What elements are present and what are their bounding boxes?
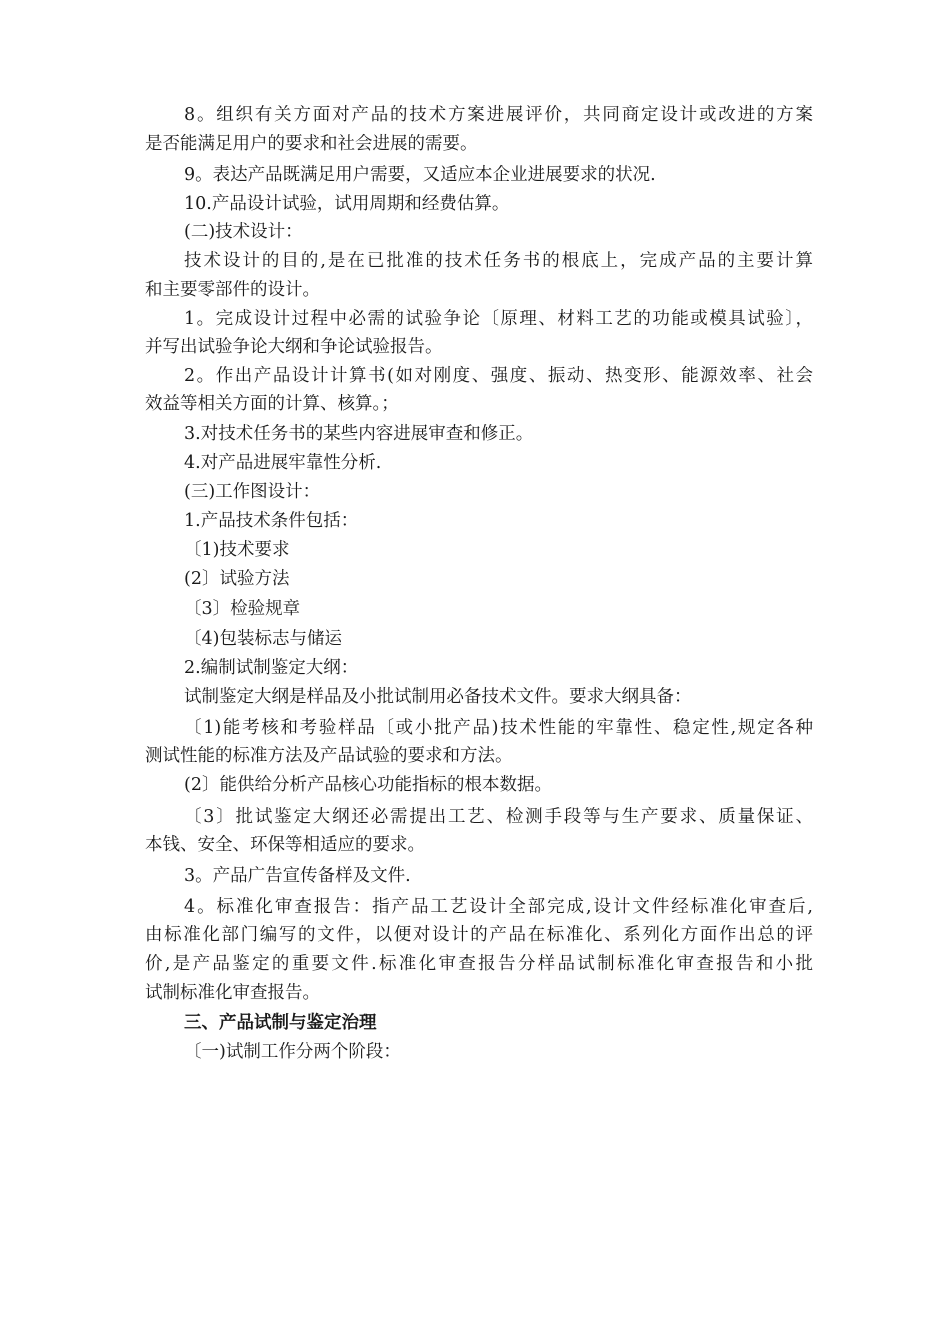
- list-item: (2〕试验方法: [184, 569, 290, 589]
- paragraph-line: 本钱、安全、环保等相适应的要求。: [145, 835, 425, 855]
- paragraph-line: 1。完成设计过程中必需的试验争论〔原理、材料工艺的功能或模具试验〕，: [184, 309, 813, 329]
- paragraph-line: 〔3〕批试鉴定大纲还必需提出工艺、检测手段等与生产要求、质量保证、: [184, 807, 813, 827]
- paragraph-line: 4.对产品进展牢靠性分析.: [184, 453, 382, 473]
- paragraph-line: 9。表达产品既满足用户需要，又适应本企业进展要求的状况.: [184, 165, 656, 185]
- paragraph-line: 8。组织有关方面对产品的技术方案进展评价，共同商定设计或改进的方案: [184, 105, 813, 125]
- list-item: 〔4)包装标志与储运: [184, 629, 342, 649]
- paragraph-line: (2〕能供给分析产品核心功能指标的根本数据。: [184, 775, 552, 795]
- paragraph-line: 和主要零部件的设计。: [145, 280, 320, 300]
- paragraph-line: 效益等相关方面的计算、核算。；: [145, 394, 399, 414]
- paragraph-line: 由标准化部门编写的文件，以便对设计的产品在标准化、系列化方面作出总的评: [145, 925, 813, 945]
- paragraph-line: 10.产品设计试验，试用周期和经费估算。: [184, 194, 510, 214]
- section-heading: 〔一)试制工作分两个阶段：: [184, 1042, 401, 1062]
- paragraph-line: 并写出试验争论大纲和争论试验报告。: [145, 337, 443, 357]
- chapter-heading: 三、产品试制与鉴定治理: [184, 1013, 377, 1033]
- section-heading: (三)工作图设计：: [184, 482, 321, 502]
- paragraph-line: 价,是产品鉴定的重要文件.标准化审查报告分样品试制标准化审查报告和小批: [145, 954, 813, 974]
- paragraph-line: 技术设计的目的,是在已批准的技术任务书的根底上，完成产品的主要计算: [184, 251, 813, 271]
- paragraph-line: 试制鉴定大纲是样品及小批试制用必备技术文件。要求大纲具备：: [184, 687, 692, 707]
- paragraph-line: 试制标准化审查报告。: [145, 983, 320, 1003]
- paragraph-line: 4。标准化审查报告：指产品工艺设计全部完成,设计文件经标准化审查后,: [184, 897, 813, 917]
- paragraph-line: 测试性能的标准方法及产品试验的要求和方法。: [145, 746, 513, 766]
- list-item: 〔3〕检验规章: [184, 599, 301, 619]
- paragraph-line: 〔1)能考核和考验样品〔或小批产品)技术性能的牢靠性、稳定性,规定各种: [184, 718, 813, 738]
- paragraph-line: 是否能满足用户的要求和社会进展的需要。: [145, 134, 478, 154]
- paragraph-line: 3。产品广告宣传备样及文件.: [184, 866, 411, 886]
- list-item: 〔1)技术要求: [184, 540, 290, 560]
- paragraph-line: 3.对技术任务书的某些内容进展审查和修正。: [184, 424, 534, 444]
- paragraph-line: 1.产品技术条件包括：: [184, 511, 359, 531]
- paragraph-line: 2。作出产品设计计算书(如对刚度、强度、振动、热变形、能源效率、社会: [184, 366, 813, 386]
- paragraph-line: 2.编制试制鉴定大纲：: [184, 658, 359, 678]
- section-heading: (二)技术设计：: [184, 222, 303, 242]
